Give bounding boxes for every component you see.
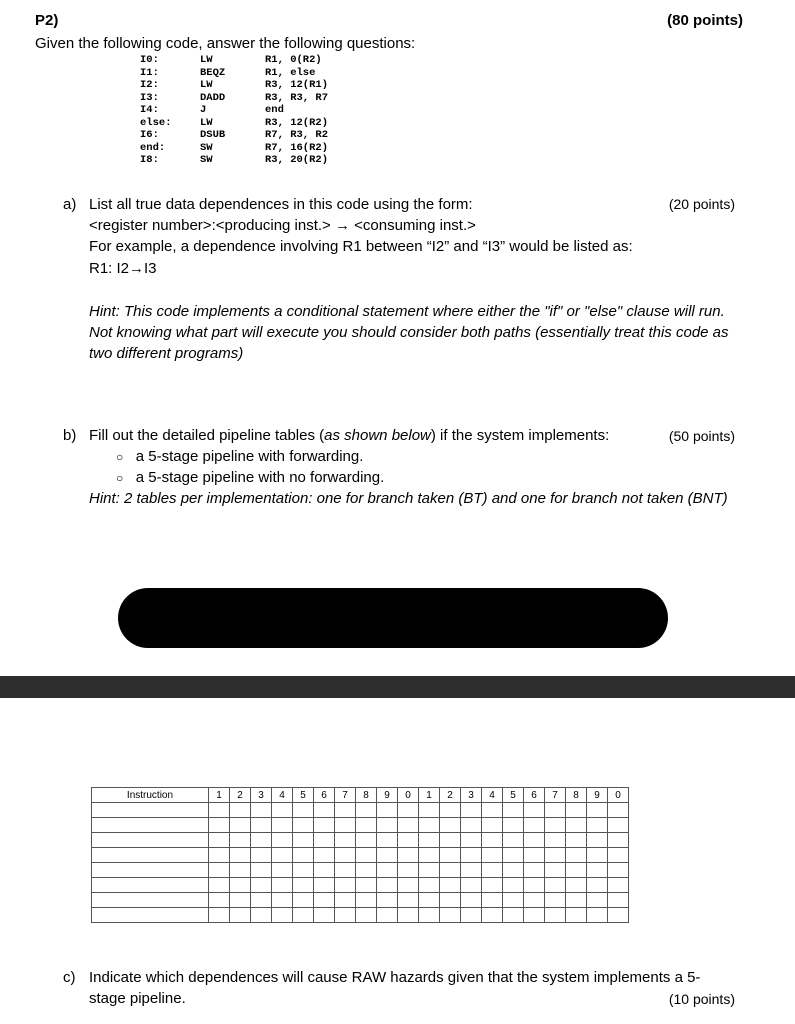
stage-cell[interactable] — [440, 833, 461, 848]
instruction-cell[interactable] — [92, 908, 209, 923]
stage-cell[interactable] — [272, 908, 293, 923]
code-op: SW — [200, 154, 213, 166]
stage-cell[interactable] — [398, 818, 419, 833]
code-op: LW — [200, 79, 213, 91]
stage-cell[interactable] — [482, 848, 503, 863]
part-b-hint: Hint: 2 tables per implementation: one for branch taken (BT) and one for branch not taken (BNT) — [89, 490, 728, 507]
stage-cell[interactable] — [230, 833, 251, 848]
stage-cell[interactable] — [377, 863, 398, 878]
part-a-line3: For example, a dependence involving R1 between “I2” and “I3” would be listed as: — [89, 238, 633, 255]
stage-cell[interactable] — [335, 878, 356, 893]
code-label: I1: — [140, 66, 159, 79]
stage-cell[interactable] — [293, 878, 314, 893]
stage-cell[interactable] — [587, 848, 608, 863]
stage-cell[interactable] — [482, 893, 503, 908]
table-row — [92, 908, 629, 923]
stage-cell[interactable] — [293, 833, 314, 848]
stage-cell[interactable] — [314, 803, 335, 818]
stage-cell[interactable] — [335, 818, 356, 833]
instruction-cell[interactable] — [92, 878, 209, 893]
code-label: I3: — [140, 91, 159, 104]
code-args: R7, 16(R2) — [265, 141, 329, 154]
stage-cell[interactable] — [377, 908, 398, 923]
stage-cell[interactable] — [608, 848, 629, 863]
stage-cell[interactable] — [230, 848, 251, 863]
stage-cell[interactable] — [419, 878, 440, 893]
stage-cell[interactable] — [356, 908, 377, 923]
stage-cell[interactable] — [251, 803, 272, 818]
code-op: LW — [200, 54, 213, 66]
part-a-hint: Hint: This code implements a conditional statement where either the "if" or "else" clause will run. Not knowing what part will execute you should consider both paths (essentially treat this code as two different programs) — [89, 303, 729, 362]
stage-cell[interactable] — [398, 878, 419, 893]
bullet-circle-icon: ○ — [116, 450, 124, 464]
cycle-header: 4 — [272, 788, 293, 803]
stage-cell[interactable] — [272, 833, 293, 848]
part-c-letter: c) — [63, 969, 76, 986]
stage-cell[interactable] — [230, 803, 251, 818]
stage-cell[interactable] — [398, 803, 419, 818]
stage-cell[interactable] — [587, 803, 608, 818]
stage-cell[interactable] — [356, 878, 377, 893]
stage-cell[interactable] — [482, 818, 503, 833]
problem-intro: Given the following code, answer the following questions: — [35, 35, 416, 52]
stage-cell[interactable] — [461, 818, 482, 833]
code-ops — [200, 54, 265, 167]
stage-cell[interactable] — [335, 848, 356, 863]
cycle-header: 8 — [356, 788, 377, 803]
part-c-line2: stage pipeline. — [89, 990, 186, 1007]
stage-cell[interactable] — [440, 863, 461, 878]
stage-cell[interactable] — [356, 863, 377, 878]
stage-cell[interactable] — [377, 833, 398, 848]
stage-cell[interactable] — [608, 833, 629, 848]
stage-cell[interactable] — [314, 908, 335, 923]
stage-cell[interactable] — [482, 803, 503, 818]
cycle-header: 2 — [440, 788, 461, 803]
part-b-points: (50 points) — [668, 428, 735, 444]
stage-cell[interactable] — [566, 878, 587, 893]
stage-cell[interactable] — [293, 908, 314, 923]
stage-cell[interactable] — [503, 908, 524, 923]
stage-cell[interactable] — [314, 833, 335, 848]
stage-cell[interactable] — [566, 803, 587, 818]
stage-cell[interactable] — [272, 893, 293, 908]
part-a-line2: <register number>:<producing inst.> → <consuming inst.> — [89, 217, 476, 234]
stage-cell[interactable] — [314, 848, 335, 863]
code-args: R1, else — [265, 66, 316, 79]
stage-cell[interactable] — [335, 893, 356, 908]
stage-cell[interactable] — [566, 848, 587, 863]
code-op: SW — [200, 141, 213, 154]
instruction-header: Instruction — [92, 788, 209, 803]
stage-cell[interactable] — [251, 893, 272, 908]
stage-cell[interactable] — [419, 818, 440, 833]
stage-cell[interactable] — [566, 833, 587, 848]
stage-cell[interactable] — [608, 803, 629, 818]
instruction-cell[interactable] — [92, 803, 209, 818]
stage-cell[interactable] — [545, 893, 566, 908]
cycle-header: 6 — [524, 788, 545, 803]
stage-cell[interactable] — [461, 803, 482, 818]
stage-cell[interactable] — [209, 893, 230, 908]
cycle-header: 9 — [587, 788, 608, 803]
code-args: R3, R3, R7 — [265, 91, 329, 104]
stage-cell[interactable] — [293, 863, 314, 878]
stage-cell[interactable] — [482, 908, 503, 923]
stage-cell[interactable] — [251, 908, 272, 923]
stage-cell[interactable] — [272, 878, 293, 893]
table-row — [92, 878, 629, 893]
stage-cell[interactable] — [209, 833, 230, 848]
instruction-cell[interactable] — [92, 848, 209, 863]
cycle-header: 5 — [293, 788, 314, 803]
stage-cell[interactable] — [230, 863, 251, 878]
problem-label: P2) — [35, 12, 59, 29]
stage-cell[interactable] — [461, 863, 482, 878]
stage-cell[interactable] — [419, 863, 440, 878]
stage-cell[interactable] — [461, 833, 482, 848]
stage-cell[interactable] — [587, 863, 608, 878]
stage-cell[interactable] — [566, 863, 587, 878]
stage-cell[interactable] — [587, 818, 608, 833]
stage-cell[interactable] — [293, 818, 314, 833]
stage-cell[interactable] — [440, 878, 461, 893]
code-labels — [140, 54, 200, 167]
dark-separator-band — [0, 676, 795, 698]
stage-cell[interactable] — [566, 893, 587, 908]
redaction-blob — [118, 588, 668, 648]
stage-cell[interactable] — [230, 818, 251, 833]
stage-cell[interactable] — [587, 893, 608, 908]
stage-cell[interactable] — [251, 848, 272, 863]
stage-cell[interactable] — [209, 818, 230, 833]
stage-cell[interactable] — [272, 818, 293, 833]
stage-cell[interactable] — [398, 908, 419, 923]
stage-cell[interactable] — [335, 803, 356, 818]
cycle-header: 3 — [461, 788, 482, 803]
instruction-cell[interactable] — [92, 863, 209, 878]
stage-cell[interactable] — [356, 833, 377, 848]
part-b-bullet-1: ○ a 5-stage pipeline with forwarding. — [116, 448, 364, 465]
stage-cell[interactable] — [545, 833, 566, 848]
code-op: DSUB — [200, 129, 226, 141]
part-b-line1: Fill out the detailed pipeline tables (as shown below) if the system implements: — [89, 427, 610, 444]
stage-cell[interactable] — [587, 908, 608, 923]
instruction-cell[interactable] — [92, 893, 209, 908]
stage-cell[interactable] — [503, 803, 524, 818]
code-args: R7, R3, R2 — [265, 129, 329, 141]
stage-cell[interactable] — [314, 863, 335, 878]
code-args: R3, 12(R1) — [265, 79, 329, 91]
part-b-letter: b) — [63, 427, 77, 444]
stage-cell[interactable] — [503, 893, 524, 908]
table-row — [92, 848, 629, 863]
stage-cell[interactable] — [545, 908, 566, 923]
code-label: I4: — [140, 104, 159, 116]
table-header-row — [92, 788, 629, 803]
stage-cell[interactable] — [398, 848, 419, 863]
stage-cell[interactable] — [314, 818, 335, 833]
stage-cell[interactable] — [482, 833, 503, 848]
stage-cell[interactable] — [503, 878, 524, 893]
stage-cell[interactable] — [335, 863, 356, 878]
instruction-cell[interactable] — [92, 818, 209, 833]
stage-cell[interactable] — [503, 863, 524, 878]
stage-cell[interactable] — [377, 878, 398, 893]
stage-cell[interactable] — [272, 863, 293, 878]
cycle-header: 1 — [209, 788, 230, 803]
cycle-header: 6 — [314, 788, 335, 803]
instruction-cell[interactable] — [92, 833, 209, 848]
stage-cell[interactable] — [398, 833, 419, 848]
part-c-line1: Indicate which dependences will cause RAW hazards given that the system implements a 5- — [89, 969, 701, 986]
stage-cell[interactable] — [503, 818, 524, 833]
stage-cell[interactable] — [356, 818, 377, 833]
table-row — [92, 893, 629, 908]
stage-cell[interactable] — [230, 878, 251, 893]
part-a-points: (20 points) — [668, 196, 735, 212]
stage-cell[interactable] — [608, 908, 629, 923]
code-args: R1, 0(R2) — [265, 54, 322, 66]
stage-cell[interactable] — [524, 878, 545, 893]
stage-cell[interactable] — [335, 908, 356, 923]
bullet-circle-icon: ○ — [116, 471, 124, 485]
stage-cell[interactable] — [608, 863, 629, 878]
stage-cell[interactable] — [293, 803, 314, 818]
cycle-header: 1 — [419, 788, 440, 803]
stage-cell[interactable] — [503, 848, 524, 863]
stage-cell[interactable] — [608, 818, 629, 833]
stage-cell[interactable] — [419, 848, 440, 863]
cycle-header: 5 — [503, 788, 524, 803]
part-a-line4: R1: I2→I3 — [89, 260, 157, 277]
stage-cell[interactable] — [524, 818, 545, 833]
part-a-letter: a) — [63, 196, 77, 213]
code-op: LW — [200, 116, 213, 129]
code-label: else: — [140, 116, 172, 129]
stage-cell[interactable] — [587, 878, 608, 893]
stage-cell[interactable] — [314, 878, 335, 893]
stage-cell[interactable] — [545, 848, 566, 863]
stage-cell[interactable] — [524, 893, 545, 908]
problem-points: (80 points) — [667, 12, 743, 29]
stage-cell[interactable] — [461, 848, 482, 863]
code-label: I6: — [140, 129, 159, 141]
code-label: end: — [140, 141, 166, 154]
stage-cell[interactable] — [293, 893, 314, 908]
code-args — [265, 54, 375, 167]
stage-cell[interactable] — [209, 908, 230, 923]
stage-cell[interactable] — [524, 803, 545, 818]
stage-cell[interactable] — [461, 908, 482, 923]
stage-cell[interactable] — [314, 893, 335, 908]
stage-cell[interactable] — [440, 848, 461, 863]
stage-cell[interactable] — [608, 878, 629, 893]
stage-cell[interactable] — [461, 878, 482, 893]
stage-cell[interactable] — [377, 818, 398, 833]
cycle-header: 0 — [608, 788, 629, 803]
code-args: R3, 20(R2) — [265, 154, 329, 166]
code-label: I8: — [140, 154, 159, 166]
stage-cell[interactable] — [356, 848, 377, 863]
stage-cell[interactable] — [524, 848, 545, 863]
cycle-header: 7 — [335, 788, 356, 803]
table-row — [92, 818, 629, 833]
stage-cell[interactable] — [419, 803, 440, 818]
stage-cell[interactable] — [398, 893, 419, 908]
stage-cell[interactable] — [545, 863, 566, 878]
stage-cell[interactable] — [398, 863, 419, 878]
stage-cell[interactable] — [566, 818, 587, 833]
table-row — [92, 803, 629, 818]
stage-cell[interactable] — [377, 893, 398, 908]
stage-cell[interactable] — [251, 818, 272, 833]
stage-cell[interactable] — [524, 908, 545, 923]
stage-cell[interactable] — [545, 878, 566, 893]
cycle-header: 8 — [566, 788, 587, 803]
cycle-header: 2 — [230, 788, 251, 803]
stage-cell[interactable] — [251, 833, 272, 848]
stage-cell[interactable] — [482, 863, 503, 878]
code-op: DADD — [200, 91, 226, 104]
stage-cell[interactable] — [503, 833, 524, 848]
stage-cell[interactable] — [440, 908, 461, 923]
cycle-header: 9 — [377, 788, 398, 803]
cycle-header: 4 — [482, 788, 503, 803]
code-args: end — [265, 104, 284, 116]
code-label: I0: — [140, 54, 159, 66]
code-label: I2: — [140, 79, 159, 91]
stage-cell[interactable] — [209, 848, 230, 863]
code-op: BEQZ — [200, 66, 226, 79]
stage-cell[interactable] — [251, 878, 272, 893]
stage-cell[interactable] — [356, 803, 377, 818]
cycle-header: 7 — [545, 788, 566, 803]
part-a-line1: List all true data dependences in this code using the form: — [89, 196, 473, 213]
stage-cell[interactable] — [230, 908, 251, 923]
stage-cell[interactable] — [482, 878, 503, 893]
stage-cell[interactable] — [356, 893, 377, 908]
stage-cell[interactable] — [209, 803, 230, 818]
cycle-header: 0 — [398, 788, 419, 803]
stage-cell[interactable] — [524, 833, 545, 848]
stage-cell[interactable] — [419, 893, 440, 908]
stage-cell[interactable] — [566, 908, 587, 923]
code-args: R3, 12(R2) — [265, 116, 329, 129]
stage-cell[interactable] — [377, 803, 398, 818]
stage-cell[interactable] — [230, 893, 251, 908]
stage-cell[interactable] — [545, 803, 566, 818]
stage-cell[interactable] — [461, 893, 482, 908]
pipeline-table — [91, 787, 629, 923]
stage-cell[interactable] — [587, 833, 608, 848]
code-op: J — [200, 104, 207, 116]
stage-cell[interactable] — [440, 803, 461, 818]
stage-cell[interactable] — [209, 863, 230, 878]
table-row — [92, 833, 629, 848]
stage-cell[interactable] — [608, 893, 629, 908]
cycle-header: 3 — [251, 788, 272, 803]
stage-cell[interactable] — [272, 848, 293, 863]
stage-cell[interactable] — [440, 818, 461, 833]
stage-cell[interactable] — [209, 878, 230, 893]
table-row — [92, 863, 629, 878]
stage-cell[interactable] — [440, 893, 461, 908]
stage-cell[interactable] — [377, 848, 398, 863]
stage-cell[interactable] — [419, 908, 440, 923]
stage-cell[interactable] — [419, 833, 440, 848]
stage-cell[interactable] — [524, 863, 545, 878]
stage-cell[interactable] — [293, 848, 314, 863]
part-c-points: (10 points) — [668, 991, 735, 1007]
stage-cell[interactable] — [272, 803, 293, 818]
part-b-bullet-2: ○ a 5-stage pipeline with no forwarding. — [116, 469, 385, 486]
stage-cell[interactable] — [545, 818, 566, 833]
stage-cell[interactable] — [251, 863, 272, 878]
stage-cell[interactable] — [335, 833, 356, 848]
